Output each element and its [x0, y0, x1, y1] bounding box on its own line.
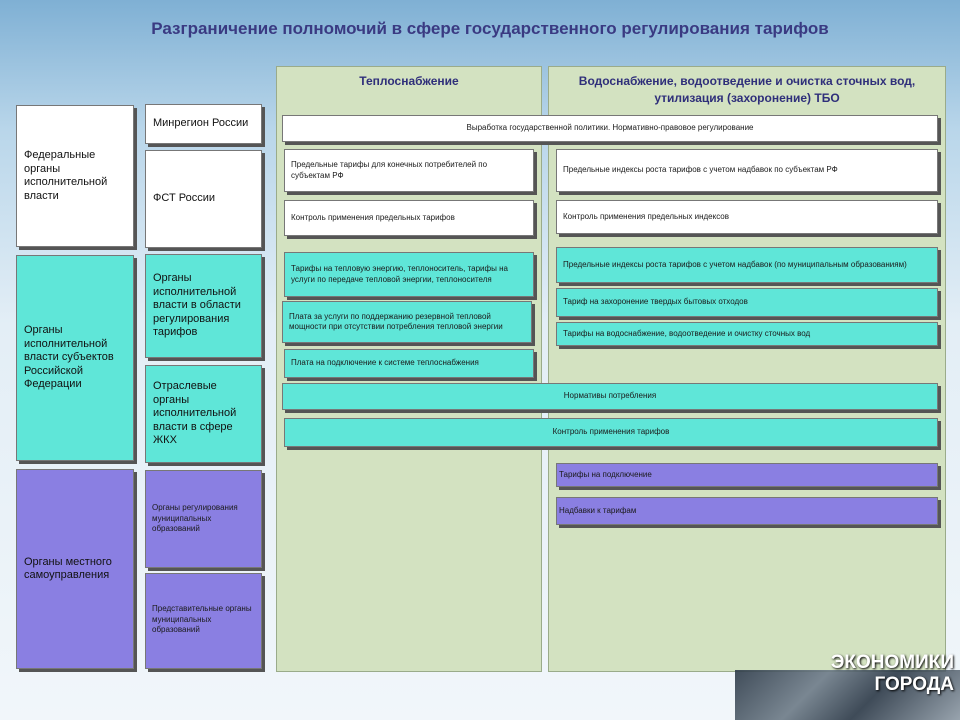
- power-water-tariffs: Тарифы на водоснабжение, водоотведение и очистку сточных вод: [556, 322, 938, 346]
- power-heat-connection-fee: Плата на подключение к системе теплоснабжения: [284, 349, 534, 378]
- power-heat-limit-tariffs: Предельные тарифы для конечных потребителей по субъектам РФ: [284, 149, 534, 192]
- power-heat-control-limits: Контроль применения предельных тарифов: [284, 200, 534, 236]
- footer-brand-line2: ГОРОДА: [874, 674, 954, 695]
- page-title: Разграничение полномочий в сфере государственного регулирования тарифов: [151, 19, 829, 38]
- body-fst: ФСТ России: [145, 150, 262, 248]
- footer-brand: [831, 652, 954, 696]
- heat-supply-header: Теплоснабжение: [359, 74, 459, 88]
- footer-brand-line1: ЭКОНОМИКИ: [830, 652, 954, 673]
- power-waste-tariff: Тариф на захоронение твердых бытовых отходов: [556, 288, 938, 317]
- body-regional-housing: Отраслевые органы исполнительной власти в сфере ЖКХ: [145, 365, 262, 463]
- power-water-limit-indices: Предельные индексы роста тарифов с учетом надбавок по субъектам РФ: [556, 149, 938, 192]
- level-local: Органы местного самоуправления: [16, 469, 134, 669]
- water-supply-header: Водоснабжение, водоотведение и очистка сточных вод, утилизация (захоронение) ТБО: [578, 74, 916, 105]
- level-regional: Органы исполнительной власти субъектов Российской Федерации: [16, 255, 134, 461]
- body-regional-tariff: Органы исполнительной власти в области регулирования тарифов: [145, 254, 262, 358]
- power-tariff-control: Контроль применения тарифов: [284, 418, 938, 447]
- power-heat-tariffs: Тарифы на тепловую энергию, теплоноситель, тарифы на услуги по передаче тепловой энергии, теплоносителя: [284, 252, 534, 297]
- body-municipal-regulation: Органы регулирования муниципальных образований: [145, 470, 262, 568]
- power-heat-reserve-fee: Плата за услуги по поддержанию резервной тепловой мощности при отсутствии потребления тепловой энергии: [282, 301, 532, 343]
- power-consumption-norms: Нормативы потребления: [282, 383, 938, 410]
- level-federal: Федеральные органы исполнительной власти: [16, 105, 134, 247]
- power-water-control-indices: Контроль применения предельных индексов: [556, 200, 938, 234]
- body-municipal-representative: Представительные органы муниципальных образований: [145, 573, 262, 669]
- power-tariff-surcharges: Надбавки к тарифам: [556, 497, 938, 525]
- body-minregion: Минрегион России: [145, 104, 262, 144]
- power-policy: Выработка государственной политики. Нормативно-правовое регулирование: [282, 115, 938, 142]
- power-water-limit-indices-municipal: Предельные индексы роста тарифов с учетом надбавок (по муниципальным образованиям): [556, 247, 938, 283]
- power-connection-tariffs: Тарифы на подключение: [556, 463, 938, 487]
